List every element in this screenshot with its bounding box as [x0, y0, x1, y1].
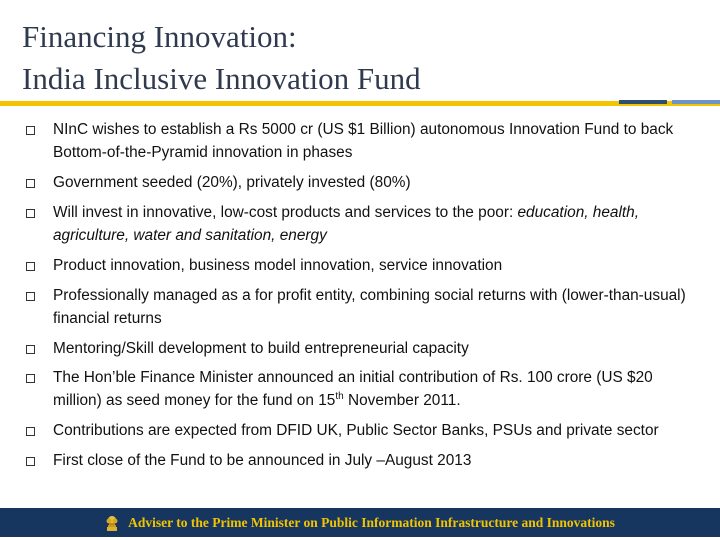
bullet-text: Mentoring/Skill development to build entrepreneurial capacity: [53, 340, 469, 357]
slide-title-line-2: India Inclusive Innovation Fund: [22, 61, 421, 96]
bullet-text: Contributions are expected from DFID UK, Public Sector Banks, PSUs and private sector: [53, 422, 659, 439]
bullet-text: NInC wishes to establish a Rs 5000 cr (US $1 Billion) autonomous Innovation Fund to back Bottom-of-the-Pyramid innovation in phases: [53, 121, 674, 161]
bullet-item: [22, 337, 702, 360]
bullet-text: The Hon’ble Finance Minister announced an initial contribution of Rs. 100 crore (US $20 million) as seed money for the fund on 15: [53, 369, 653, 409]
bullet-square-icon: [26, 457, 35, 466]
bullet-square-icon: [26, 179, 35, 188]
national-emblem-icon: [105, 514, 119, 532]
bullet-item: [22, 118, 702, 164]
bullet-square-icon: [26, 262, 35, 271]
bullet-text-superscript: th: [335, 390, 344, 402]
bullet-text: Will invest in innovative, low-cost products and services to the poor:: [53, 204, 518, 221]
title-accent-navy: [619, 100, 667, 104]
bullet-text: Product innovation, business model innovation, service innovation: [53, 257, 503, 274]
bullet-text: Professionally managed as a for profit entity, combining social returns with (lower-than-usual) financial returns: [53, 287, 686, 327]
title-accent-blue: [672, 100, 720, 104]
bullet-square-icon: [26, 374, 35, 383]
bullet-text-end: November 2011.: [343, 392, 461, 409]
bullet-item: [22, 419, 702, 442]
bullet-item: [22, 201, 702, 247]
slide-title: [22, 16, 682, 100]
bullet-square-icon: [26, 345, 35, 354]
title-underline-gold: [0, 101, 720, 106]
footer-bar: [0, 508, 720, 537]
footer-text: Adviser to the Prime Minister on Public Information Infrastructure and Innovations: [128, 514, 615, 530]
bullet-square-icon: [26, 427, 35, 436]
bullet-item: [22, 171, 702, 194]
bullet-square-icon: [26, 126, 35, 135]
bullet-text: Government seeded (20%), privately invested (80%): [53, 174, 411, 191]
bullet-text-italic: education, health, agriculture, water and sanitation, energy: [53, 204, 640, 244]
bullet-item: [22, 449, 702, 472]
bullet-item: [22, 254, 702, 277]
bullet-square-icon: [26, 209, 35, 218]
slide-title-line-1: Financing Innovation:: [22, 19, 297, 54]
bullet-list: [22, 118, 702, 472]
bullet-item: [22, 284, 702, 330]
bullet-text: First close of the Fund to be announced in July –August 2013: [53, 452, 472, 469]
bullet-item: [22, 366, 702, 412]
bullet-square-icon: [26, 292, 35, 301]
